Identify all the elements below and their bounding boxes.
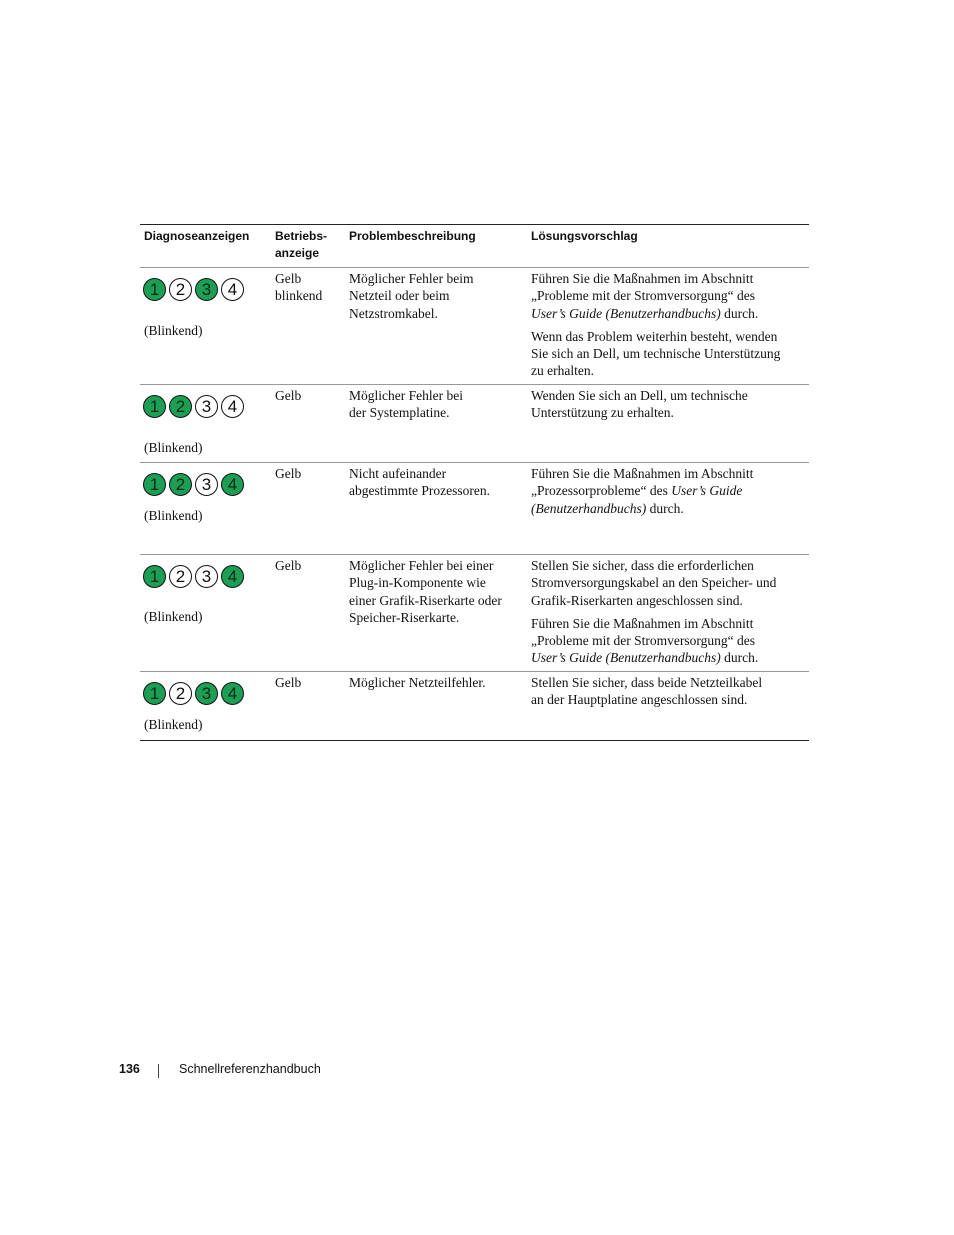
- diagnostic-lights: [143, 278, 244, 301]
- document-title: Schnellreferenzhandbuch: [179, 1062, 321, 1076]
- solution-line: „Probleme mit der Stromversorgung“ des: [531, 633, 755, 649]
- guide-reference: User’s Guide: [671, 483, 743, 499]
- solution-line: [531, 482, 807, 499]
- solution-line: [531, 649, 807, 666]
- guide-reference: User’s Guide (Benutzerhandbuchs): [531, 305, 721, 321]
- solution-line: Stellen Sie sicher, dass die erforderlichen: [531, 558, 754, 573]
- guide-reference: (Benutzerhandbuchs): [531, 500, 647, 516]
- status-line: Gelb: [275, 388, 302, 403]
- blink-label: (Blinkend): [144, 323, 203, 338]
- footer-separator: [158, 1064, 159, 1078]
- diagnostic-lights: [143, 682, 244, 705]
- solution-text: durch.: [720, 305, 759, 321]
- problem-line: Möglicher Fehler bei einer: [349, 558, 494, 573]
- table-header: [140, 225, 809, 268]
- diagnostic-lights: [143, 565, 244, 588]
- problem-line: einer Grafik-Riserkarte oder: [349, 592, 502, 608]
- diagnostic-light-3-icon: 3: [195, 565, 218, 588]
- diagnostic-light-1-icon: 1: [143, 682, 166, 705]
- diagnostic-table: [140, 224, 809, 741]
- page-number: 136: [119, 1062, 140, 1076]
- solution-line: an der Hauptplatine angeschlossen sind.: [531, 692, 748, 708]
- solution-line: Führen Sie die Maßnahmen im Abschnitt: [531, 615, 754, 631]
- header-power-light-line2: anzeige: [275, 246, 320, 260]
- problem-description: [349, 270, 525, 322]
- diagnostic-light-2-icon: 2: [169, 395, 192, 418]
- problem-line: abgestimmte Prozessoren.: [349, 483, 490, 499]
- problem-line: der Systemplatine.: [349, 405, 450, 421]
- diagnostic-light-3-icon: 3: [195, 682, 218, 705]
- diagnostic-light-4-icon: 4: [221, 473, 244, 496]
- solution-paragraph: [531, 270, 807, 322]
- blink-label: (Blinkend): [144, 717, 203, 732]
- power-light-status: [275, 465, 343, 482]
- solution-line: [531, 305, 807, 322]
- solution-line: Wenden Sie sich an Dell, um technische: [531, 388, 748, 403]
- problem-description: [349, 465, 525, 500]
- problem-line: Plug-in-Komponente wie: [349, 575, 486, 591]
- blink-label: (Blinkend): [144, 609, 203, 624]
- diagnostic-light-2-icon: 2: [169, 682, 192, 705]
- diagnostic-light-1-icon: 1: [143, 395, 166, 418]
- diagnostic-light-3-icon: 3: [195, 278, 218, 301]
- status-line: Gelb: [275, 675, 302, 690]
- diagnostic-light-4-icon: 4: [221, 278, 244, 301]
- problem-line: Speicher-Riserkarte.: [349, 609, 460, 625]
- solution-line: Unterstützung zu erhalten.: [531, 405, 674, 421]
- diagnostic-light-1-icon: 1: [143, 565, 166, 588]
- diagnostic-light-2-icon: 2: [169, 278, 192, 301]
- diagnostic-light-4-icon: 4: [221, 682, 244, 705]
- problem-line: Möglicher Netzteilfehler.: [349, 675, 486, 690]
- status-line: Gelb: [275, 466, 302, 481]
- solution-text: durch.: [720, 650, 759, 666]
- problem-line: Nicht aufeinander: [349, 466, 447, 481]
- problem-description: [349, 557, 525, 626]
- problem-line: Möglicher Fehler beim: [349, 271, 474, 286]
- diagnostic-light-4-icon: 4: [221, 395, 244, 418]
- solution-line: Stellen Sie sicher, dass beide Netzteilkabel: [531, 675, 763, 690]
- header-diagnostic-lights: Diagnoseanzeigen: [144, 229, 250, 243]
- header-solution: Lösungsvorschlag: [531, 229, 638, 243]
- status-line: Gelb: [275, 271, 302, 286]
- solution-line: Führen Sie die Maßnahmen im Abschnitt: [531, 271, 754, 286]
- table-row: [140, 385, 809, 463]
- problem-line: Netzstromkabel.: [349, 305, 438, 321]
- solution-text: durch.: [646, 500, 684, 516]
- solution-line: Sie sich an Dell, um technische Unterstützung: [531, 346, 781, 362]
- problem-line: Möglicher Fehler bei: [349, 388, 463, 403]
- diagnostic-lights: [143, 473, 244, 496]
- power-light-status: [275, 270, 343, 305]
- diagnostic-light-1-icon: 1: [143, 278, 166, 301]
- status-line: blinkend: [275, 288, 323, 304]
- power-light-status: [275, 674, 343, 691]
- table-row: [140, 555, 809, 672]
- diagnostic-light-1-icon: 1: [143, 473, 166, 496]
- solution: [531, 270, 807, 380]
- status-line: Gelb: [275, 558, 302, 573]
- solution-line: zu erhalten.: [531, 363, 594, 379]
- power-light-status: [275, 557, 343, 574]
- solution-line: Wenn das Problem weiterhin besteht, wenden: [531, 328, 778, 344]
- solution-line: „Probleme mit der Stromversorgung“ des: [531, 288, 755, 304]
- diagnostic-light-3-icon: 3: [195, 395, 218, 418]
- table-row: [140, 268, 809, 385]
- solution: [531, 557, 807, 667]
- solution: [531, 387, 807, 422]
- solution-line: Grafik-Riserkarten angeschlossen sind.: [531, 592, 743, 608]
- diagnostic-lights: [143, 395, 244, 418]
- solution: [531, 465, 807, 517]
- solution-paragraph: [531, 557, 807, 609]
- solution: [531, 674, 807, 709]
- table-row: [140, 672, 809, 741]
- solution-line: [531, 500, 807, 517]
- problem-description: [349, 387, 525, 422]
- power-light-status: [275, 387, 343, 404]
- header-problem: Problembeschreibung: [349, 229, 476, 243]
- diagnostic-light-4-icon: 4: [221, 565, 244, 588]
- header-power-light-line1: Betriebs-: [275, 229, 328, 243]
- problem-description: [349, 674, 525, 691]
- diagnostic-light-2-icon: 2: [169, 565, 192, 588]
- diagnostic-light-3-icon: 3: [195, 473, 218, 496]
- solution-paragraph: [531, 328, 807, 380]
- solution-line: Führen Sie die Maßnahmen im Abschnitt: [531, 466, 754, 481]
- table-row: [140, 463, 809, 555]
- solution-line: Stromversorgungskabel an den Speicher- und: [531, 575, 777, 591]
- header-power-light: [275, 228, 343, 262]
- problem-line: Netzteil oder beim: [349, 288, 450, 304]
- solution-text: „Prozessorprobleme“ des: [531, 483, 672, 499]
- guide-reference: User’s Guide (Benutzerhandbuchs): [531, 650, 721, 666]
- blink-label: (Blinkend): [144, 508, 203, 523]
- solution-paragraph: [531, 615, 807, 667]
- diagnostic-light-2-icon: 2: [169, 473, 192, 496]
- blink-label: (Blinkend): [144, 440, 203, 455]
